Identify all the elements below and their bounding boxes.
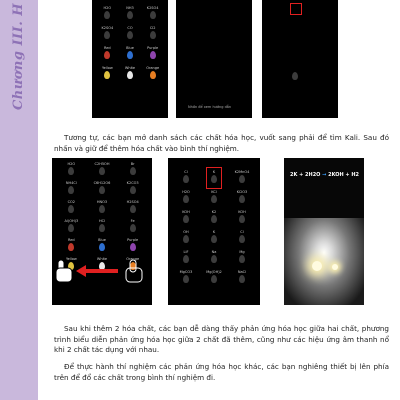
chemical-drop-icon xyxy=(211,195,217,203)
chemical-item[interactable] xyxy=(228,210,256,223)
chemical-drop-icon xyxy=(211,255,217,263)
chemical-label: Mg xyxy=(239,250,245,254)
chemical-drop-icon xyxy=(211,275,217,283)
chemical-label: White xyxy=(124,66,136,70)
screenshot-potassium-list xyxy=(168,158,260,305)
chemical-label: Fe xyxy=(130,219,135,223)
chemical-drop-icon xyxy=(130,224,136,232)
chemical-drop-icon xyxy=(183,235,189,243)
hand-right-icon xyxy=(126,260,142,282)
chemical-label: OH xyxy=(183,230,189,234)
chemical-item[interactable] xyxy=(56,219,87,232)
flame-spark xyxy=(312,261,322,271)
chemical-drop-icon xyxy=(130,167,136,175)
chemical-item[interactable] xyxy=(56,200,87,213)
top-screenshot-dark xyxy=(262,0,338,118)
chemical-item[interactable] xyxy=(119,6,142,19)
chemical-drop-icon xyxy=(130,243,136,251)
chemical-item[interactable] xyxy=(87,238,118,251)
chemical-label: C6H12O6 xyxy=(93,181,111,185)
chemical-drop-icon xyxy=(68,186,74,194)
chemical-item[interactable] xyxy=(200,210,228,223)
chemical-item[interactable] xyxy=(200,190,228,203)
chemical-item[interactable] xyxy=(117,162,148,175)
chemical-drop-icon xyxy=(99,186,105,194)
chemical-drop-icon xyxy=(104,11,110,19)
chemical-drop-icon xyxy=(239,235,245,243)
chemical-drop-icon xyxy=(127,71,133,79)
chemical-drop-icon xyxy=(104,31,110,39)
swipe-gesture xyxy=(52,254,152,294)
chemical-grid xyxy=(172,170,256,283)
chemical-item[interactable] xyxy=(87,200,118,213)
chemical-drop-icon xyxy=(127,51,133,59)
chemical-item[interactable] xyxy=(96,6,119,19)
chemical-drop-icon xyxy=(239,215,245,223)
chemical-drop-icon xyxy=(239,195,245,203)
chemical-item[interactable] xyxy=(228,170,256,183)
chemical-label: MgCO3 xyxy=(179,270,193,274)
chemical-drop-icon xyxy=(211,235,217,243)
chemical-label: K2SO4 xyxy=(146,6,159,10)
chemical-label: CO2 xyxy=(67,200,76,204)
chemical-drop-icon xyxy=(127,11,133,19)
chemical-item[interactable] xyxy=(141,6,164,19)
chemical-label: KOH xyxy=(238,210,246,214)
chemical-drop-icon xyxy=(239,275,245,283)
chemical-item[interactable] xyxy=(200,170,228,183)
chemical-label: Cl xyxy=(240,230,244,234)
chemical-item[interactable] xyxy=(172,230,200,243)
chemical-label: HCl xyxy=(98,219,106,223)
chemical-label: Al(OH)3 xyxy=(64,219,79,223)
hint-text: Nhấn để xem hướng dẫn xyxy=(188,105,232,109)
chemical-drop-icon xyxy=(211,175,217,183)
chemical-drop-icon xyxy=(150,71,156,79)
selected-chemical-marker xyxy=(290,3,302,15)
chemical-label: Red xyxy=(104,46,111,50)
screenshot-reaction xyxy=(284,158,364,305)
chemical-drop-icon xyxy=(68,224,74,232)
chemical-label: K2CO3 xyxy=(126,181,139,185)
chemical-item[interactable] xyxy=(200,270,228,283)
chemical-drop-icon xyxy=(68,167,74,175)
chemical-item[interactable] xyxy=(87,219,118,232)
chemical-drop-icon xyxy=(68,205,74,213)
chemical-drop-icon xyxy=(68,243,74,251)
chemical-item[interactable] xyxy=(87,162,118,175)
chemical-label: KClO3 xyxy=(236,190,248,194)
chemical-label: K xyxy=(212,170,216,174)
chemical-label: Blue xyxy=(126,46,134,50)
chemical-item[interactable] xyxy=(117,238,148,251)
chemical-item[interactable] xyxy=(172,170,200,183)
chemical-drop-icon xyxy=(130,205,136,213)
chemical-label: CO xyxy=(127,26,133,30)
chemical-label: LiF xyxy=(183,250,189,254)
chemical-item[interactable] xyxy=(200,230,228,243)
chemical-item[interactable] xyxy=(96,66,119,79)
chemical-drop-icon xyxy=(183,175,189,183)
chemical-drop-icon xyxy=(150,51,156,59)
paragraph-3: Để thực hành thí nghiệm các phản ứng hóa học khác, các bạn nghiêng thiết bị lên phía trên để đổ các chất trong bình thí nghiệm đi. xyxy=(54,362,389,382)
chemical-item[interactable] xyxy=(172,250,200,263)
chemical-drop-icon xyxy=(127,31,133,39)
reaction-equation: 2K + 2H2O → 2KOH + H2 xyxy=(290,172,360,178)
chemical-label: H2SO4 xyxy=(126,200,139,204)
chemical-item[interactable] xyxy=(119,66,142,79)
chemical-item[interactable] xyxy=(117,219,148,232)
chemical-drop-icon xyxy=(150,31,156,39)
chemical-item[interactable] xyxy=(228,190,256,203)
chemical-drop-icon xyxy=(99,167,105,175)
chemical-label: K2SO4 xyxy=(101,26,114,30)
chemical-drop-icon xyxy=(99,224,105,232)
chemical-drop-icon xyxy=(104,51,110,59)
chemical-label: Yellow xyxy=(65,257,77,261)
chemical-label: Br xyxy=(130,162,135,166)
chemical-label: Orange xyxy=(126,257,140,261)
chemical-item[interactable] xyxy=(228,230,256,243)
chemical-item[interactable] xyxy=(96,26,119,39)
chemical-label: H2O xyxy=(182,190,190,194)
chemical-item[interactable] xyxy=(117,200,148,213)
chemical-item[interactable] xyxy=(56,162,87,175)
chemical-label: Purple xyxy=(147,46,159,50)
chemical-drop-icon xyxy=(183,195,189,203)
chemical-label: Orange xyxy=(146,66,160,70)
flask-glow xyxy=(284,218,364,305)
chemical-label: K2 xyxy=(211,210,217,214)
chemical-drop-icon xyxy=(99,205,105,213)
chemical-label: H2O xyxy=(67,162,76,166)
chemical-label: White xyxy=(96,257,108,261)
screenshot-chemical-list xyxy=(52,158,152,305)
chemical-drop-icon xyxy=(211,215,217,223)
hand-left-icon xyxy=(56,260,72,282)
chemical-item[interactable] xyxy=(200,250,228,263)
drop-icon xyxy=(292,72,298,80)
chemical-label: Cl2 xyxy=(149,26,156,30)
chemical-label: Blue xyxy=(98,238,106,242)
chemical-drop-icon xyxy=(130,186,136,194)
chemical-item[interactable] xyxy=(141,26,164,39)
paragraph-2: Sau khi thêm 2 hóa chất, các bạn dễ dàng thấy phản ứng hóa học giữa hai chất, phương trình biểu diễn phản ứng hóa học giữa 2 chất đã thêm, cũng như các hiệu ứng âm thanh nổ khi 2 chất tác dụng với nhau. xyxy=(54,324,389,354)
chemical-item[interactable] xyxy=(172,190,200,203)
flame-spark xyxy=(332,264,338,270)
chemical-item[interactable] xyxy=(172,270,200,283)
chemical-item[interactable] xyxy=(87,181,118,194)
chapter-title: Chương III. H xyxy=(11,2,27,110)
swipe-arrow-icon xyxy=(76,265,118,277)
chemical-label: Purple xyxy=(127,238,139,242)
chemical-item[interactable] xyxy=(117,181,148,194)
chemical-label: Red xyxy=(68,238,75,242)
chemical-label: NaCl xyxy=(237,270,247,274)
chemical-item[interactable] xyxy=(96,46,119,59)
chemical-label: Na xyxy=(211,250,217,254)
chemical-item[interactable] xyxy=(172,210,200,223)
chemical-item[interactable] xyxy=(228,250,256,263)
chemical-drop-icon xyxy=(183,215,189,223)
chemical-item[interactable] xyxy=(228,270,256,283)
chemical-item[interactable] xyxy=(141,46,164,59)
chemical-drop-icon xyxy=(99,243,105,251)
chemical-drop-icon xyxy=(104,71,110,79)
chapter-sidebar xyxy=(0,0,38,400)
chemical-drop-icon xyxy=(183,275,189,283)
chemical-drop-icon xyxy=(183,255,189,263)
chemical-drop-icon xyxy=(150,11,156,19)
chemical-label: KCl xyxy=(211,190,217,194)
chemical-item[interactable] xyxy=(119,26,142,39)
chemical-label: Cl xyxy=(184,170,188,174)
chemical-item[interactable] xyxy=(119,46,142,59)
paragraph-1: Tương tự, các bạn mở danh sách các chất hóa học, vuốt sang phải để tìm Kali. Sau đó nhấn và giữ để thêm hóa chất vào bình thí nghiệm. xyxy=(54,133,389,153)
chemical-item[interactable] xyxy=(56,181,87,194)
chemical-label: NH4Cl xyxy=(65,181,77,185)
chemical-label: NH3 xyxy=(126,6,134,10)
chemical-label: K xyxy=(212,230,216,234)
top-screenshot-flask xyxy=(176,0,252,118)
chemical-label: KOH xyxy=(182,210,190,214)
chemical-item[interactable] xyxy=(141,66,164,79)
chemical-label: Yellow xyxy=(101,66,113,70)
chemical-label: K2MnO4 xyxy=(234,170,250,174)
chemical-drop-icon xyxy=(239,255,245,263)
chemical-grid xyxy=(96,6,164,79)
chemical-item[interactable] xyxy=(56,238,87,251)
chemical-drop-icon xyxy=(239,175,245,183)
chemical-label: C2H5OH xyxy=(94,162,110,166)
chemical-label: HNO3 xyxy=(96,200,108,204)
chemical-label: H2O xyxy=(103,6,112,10)
chemical-label: Mg(OH)2 xyxy=(206,270,222,274)
top-screenshot-list xyxy=(92,0,168,118)
